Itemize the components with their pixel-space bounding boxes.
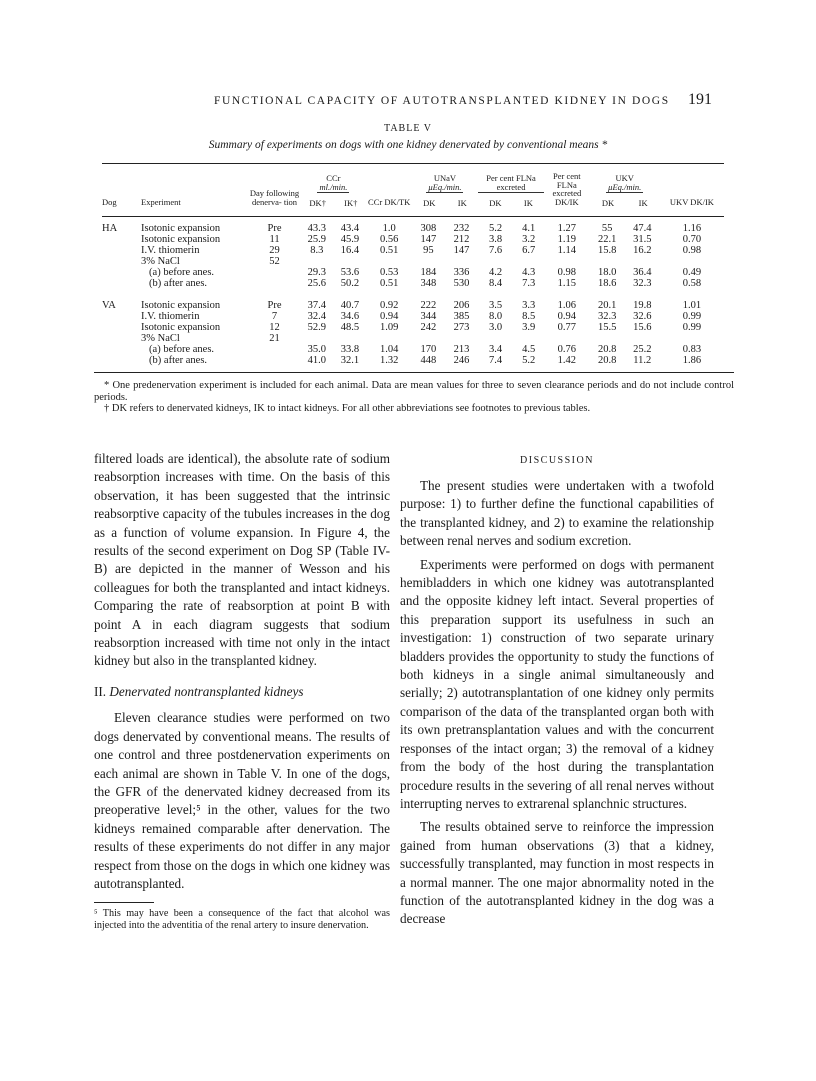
cell-k2: 32.3 xyxy=(633,278,652,289)
cell-r3: 1.86 xyxy=(682,355,702,366)
header-ccr-ratio: CCr DK/TK xyxy=(368,196,411,207)
cell-dog xyxy=(102,355,135,366)
cell-r1: 0.92 xyxy=(379,300,399,311)
cell-r3: 0.99 xyxy=(682,322,702,333)
cell-dog xyxy=(102,245,135,256)
cell-p2: 5.2 xyxy=(522,355,536,366)
cell-u1: 308 xyxy=(420,223,437,234)
cell-day: 11 xyxy=(269,234,280,245)
cell-day: 52 xyxy=(269,256,280,267)
cell-u1: 344 xyxy=(420,311,437,322)
cell-p1 xyxy=(478,333,513,344)
cell-day: 21 xyxy=(269,333,280,344)
table-row xyxy=(102,223,724,234)
cell-u2: 213 xyxy=(453,344,470,355)
table-label: TABLE V xyxy=(384,123,432,134)
cell-p2: 8.5 xyxy=(522,311,536,322)
header-ukv-unit: μEq./min. xyxy=(608,181,642,192)
summary-table xyxy=(102,166,724,366)
cell-k2: 32.6 xyxy=(633,311,652,322)
cell-exp: Isotonic expansion xyxy=(141,234,221,245)
cell-dog xyxy=(102,234,135,245)
cell-p1: 8.4 xyxy=(489,278,503,289)
cell-r1: 1.04 xyxy=(379,344,399,355)
cell-c1: 52.9 xyxy=(307,322,327,333)
cell-p2: 7.3 xyxy=(522,278,536,289)
cell-k1 xyxy=(590,333,625,344)
cell-r1: 1.32 xyxy=(379,355,399,366)
cell-c2: 34.6 xyxy=(340,311,360,322)
cell-exp: (b) after anes. xyxy=(149,278,208,289)
cell-k1: 20.8 xyxy=(597,355,617,366)
cell-k1: 20.1 xyxy=(597,300,617,311)
cell-r1 xyxy=(366,256,411,267)
cell-u1: 147 xyxy=(420,234,437,245)
header-ccr-ik: IK† xyxy=(344,198,358,208)
header-ukv-label: UKV xyxy=(615,173,634,183)
cell-k2: 36.4 xyxy=(633,267,652,278)
cell-day xyxy=(249,267,301,278)
table-header-row xyxy=(102,166,724,210)
cell-dog xyxy=(102,256,135,267)
cell-u2: 336 xyxy=(453,267,470,278)
cell-dog xyxy=(102,311,135,322)
header-ukv xyxy=(590,166,660,210)
cell-c1: 32.4 xyxy=(307,311,327,322)
table-top-rule xyxy=(102,163,724,164)
table-row xyxy=(102,300,724,311)
header-unav-ik: IK xyxy=(457,198,467,208)
cell-k2: 25.2 xyxy=(633,344,652,355)
cell-exp: Isotonic expansion xyxy=(141,300,221,311)
header-ccr-label: CCr xyxy=(326,173,341,183)
cell-r2: 1.19 xyxy=(557,234,577,245)
cell-p2: 3.9 xyxy=(522,322,536,333)
cell-p2 xyxy=(513,333,544,344)
header-experiment: Experiment xyxy=(141,196,181,207)
cell-r2: 0.76 xyxy=(557,344,577,355)
section-heading xyxy=(94,683,390,701)
cell-dog xyxy=(102,344,135,355)
cell-r3: 0.58 xyxy=(682,278,702,289)
header-ccr-unit: ml./min. xyxy=(319,181,348,192)
cell-r1: 0.94 xyxy=(379,311,399,322)
cell-c2: 33.8 xyxy=(340,344,360,355)
table-row xyxy=(102,278,724,289)
cell-c2 xyxy=(333,256,366,267)
cell-p2: 4.3 xyxy=(522,267,536,278)
header-dog: Dog xyxy=(102,196,117,207)
header-ccr-dk: DK† xyxy=(309,198,326,208)
cell-p1: 3.5 xyxy=(489,300,503,311)
cell-u1 xyxy=(412,333,445,344)
cell-dog: VA xyxy=(102,300,116,311)
cell-k1: 22.1 xyxy=(597,234,617,245)
cell-c1: 43.3 xyxy=(307,223,327,234)
right-column xyxy=(400,477,714,929)
cell-dog xyxy=(102,322,135,333)
cell-r3 xyxy=(660,333,724,344)
cell-p1 xyxy=(478,256,513,267)
cell-k2: 15.6 xyxy=(633,322,652,333)
cell-k2: 11.2 xyxy=(633,355,652,366)
cell-exp: (a) before anes. xyxy=(149,267,215,278)
table-row xyxy=(102,234,724,245)
cell-c1: 35.0 xyxy=(307,344,327,355)
cell-c1: 29.3 xyxy=(307,267,327,278)
table-row xyxy=(102,256,724,267)
cell-p2 xyxy=(513,256,544,267)
cell-r3: 1.01 xyxy=(682,300,702,311)
cell-r2: 0.94 xyxy=(557,311,577,322)
cell-exp: 3% NaCl xyxy=(141,333,180,344)
cell-c2: 32.1 xyxy=(340,355,360,366)
cell-r3: 0.98 xyxy=(682,245,702,256)
cell-day: 7 xyxy=(271,311,278,322)
header-fl-label: Per cent FLNa excreted xyxy=(478,174,544,193)
cell-day: 29 xyxy=(269,245,280,256)
footnote-5: ⁵ This may have been a consequence of the fact that alcohol was injected into the adventitia of the renal artery to insure denervation. xyxy=(94,908,390,932)
cell-p1: 3.4 xyxy=(489,344,503,355)
cell-c2: 50.2 xyxy=(340,278,360,289)
table-row xyxy=(102,311,724,322)
left-column xyxy=(94,450,390,893)
cell-k1: 18.6 xyxy=(597,278,617,289)
cell-u2: 232 xyxy=(453,223,470,234)
cell-dog xyxy=(102,333,135,344)
cell-p2: 4.5 xyxy=(522,344,536,355)
cell-k2: 47.4 xyxy=(633,223,652,234)
cell-k2 xyxy=(625,256,660,267)
header-ccr xyxy=(300,166,366,210)
header-unav-label: UNaV xyxy=(433,173,457,183)
section-number: II. xyxy=(94,683,107,699)
cell-k1 xyxy=(590,256,625,267)
cell-u1: 448 xyxy=(420,355,437,366)
cell-u1 xyxy=(412,256,445,267)
cell-u2: 206 xyxy=(453,300,470,311)
table-row xyxy=(102,333,724,344)
header-fl-dk: DK xyxy=(489,198,502,208)
footnote-rule xyxy=(94,902,154,903)
cell-k1: 18.0 xyxy=(597,267,617,278)
cell-exp: (a) before anes. xyxy=(149,344,215,355)
cell-dog: HA xyxy=(102,223,118,234)
cell-c2: 45.9 xyxy=(340,234,360,245)
cell-c2: 40.7 xyxy=(340,300,360,311)
right-paragraph-1: The present studies were undertaken with a twofold purpose: 1) to further define the functional capabilities of the transplanted kidney, and 2) to examine the relationship between renal nerves and sodium excretion. xyxy=(400,478,714,549)
section-title: Denervated nontransplanted kidneys xyxy=(109,683,304,699)
header-ukv-ik: IK xyxy=(638,198,648,208)
cell-exp: Isotonic expansion xyxy=(141,223,221,234)
cell-r3: 0.70 xyxy=(682,234,702,245)
cell-u1: 348 xyxy=(420,278,437,289)
table-row xyxy=(102,245,724,256)
table-footnotes xyxy=(94,380,734,415)
cell-c1: 25.9 xyxy=(307,234,327,245)
cell-p2: 6.7 xyxy=(522,245,536,256)
footnote-dagger: † DK refers to denervated kidneys, IK to intact kidneys. For all other abbreviations see footnotes to previous tables. xyxy=(104,403,591,414)
cell-k1: 15.5 xyxy=(597,322,617,333)
right-paragraph-3: The results obtained serve to reinforce the impression gained from human observations (3) that a kidney, successfully transplanted, may function in most respects in a normal manner. The one major abnormality noted in the function of the autotransplanted kidney in the dog was a decrease xyxy=(400,819,714,927)
cell-u2: 385 xyxy=(453,311,470,322)
cell-c1: 25.6 xyxy=(307,278,327,289)
cell-r2: 1.14 xyxy=(557,245,577,256)
cell-u1: 222 xyxy=(420,300,437,311)
cell-exp: Isotonic expansion xyxy=(141,322,221,333)
table-body xyxy=(102,216,724,366)
cell-exp: (b) after anes. xyxy=(149,355,208,366)
table-caption: Summary of experiments on dogs with one kidney denervated by conventional means * xyxy=(208,139,608,151)
cell-u2: 273 xyxy=(453,322,470,333)
cell-exp: I.V. thiomerin xyxy=(141,311,200,322)
cell-r2: 1.06 xyxy=(557,300,577,311)
cell-r1: 0.56 xyxy=(379,234,399,245)
cell-u1: 184 xyxy=(420,267,437,278)
cell-r1: 1.09 xyxy=(379,322,399,333)
cell-k1: 32.3 xyxy=(597,311,617,322)
cell-exp: 3% NaCl xyxy=(141,256,180,267)
cell-p2: 3.2 xyxy=(522,234,536,245)
cell-u2: 147 xyxy=(453,245,470,256)
cell-p1: 7.6 xyxy=(489,245,503,256)
header-ukv-dk: DK xyxy=(601,198,615,208)
cell-k2: 16.2 xyxy=(633,245,652,256)
cell-c2: 16.4 xyxy=(340,245,360,256)
cell-dog xyxy=(102,267,135,278)
cell-day: Pre xyxy=(267,300,282,311)
cell-c2: 48.5 xyxy=(340,322,360,333)
cell-k2: 19.8 xyxy=(633,300,652,311)
cell-u2: 212 xyxy=(453,234,470,245)
cell-c1 xyxy=(300,333,333,344)
cell-r2: 1.27 xyxy=(557,223,577,234)
cell-u1: 170 xyxy=(420,344,437,355)
cell-r2: 1.42 xyxy=(557,355,577,366)
table-row xyxy=(102,344,724,355)
cell-c1 xyxy=(300,256,333,267)
header-fl-ratio: Per cent FLNa excreted DK/IK xyxy=(552,171,582,207)
cell-u2 xyxy=(445,256,478,267)
cell-k2: 31.5 xyxy=(633,234,652,245)
page-number: 191 xyxy=(688,91,712,108)
table-row xyxy=(102,355,724,366)
footnote-star: * One predenervation experiment is included for each animal. Data are mean values for three to seven clearance periods and do not include control periods. xyxy=(94,380,734,403)
cell-r3: 0.99 xyxy=(682,311,702,322)
cell-r3: 0.49 xyxy=(682,267,702,278)
cell-u2 xyxy=(445,333,478,344)
cell-u1: 242 xyxy=(420,322,437,333)
cell-c2: 53.6 xyxy=(340,267,360,278)
cell-r1: 0.51 xyxy=(379,245,399,256)
cell-r1: 0.53 xyxy=(379,267,399,278)
cell-p1: 3.8 xyxy=(489,234,503,245)
cell-c1: 8.3 xyxy=(310,245,324,256)
cell-p1: 3.0 xyxy=(489,322,503,333)
left-paragraph-2: Eleven clearance studies were performed on two dogs denervated by conventional means. The results of one control and three postdenervation experiments on each animal are shown in Table V. In one of the dogs, the GFR of the denervated kidney decreased from its preoperative level;⁵ in the other, values for the two kidneys remained comparable after denervation. The results of these experiments do not differ in any major respect from those on the dogs in which one kidney was autotransplanted. xyxy=(94,710,390,891)
cell-r2: 0.98 xyxy=(557,267,577,278)
cell-p1: 7.4 xyxy=(489,355,503,366)
cell-k2 xyxy=(625,333,660,344)
cell-u2: 530 xyxy=(453,278,470,289)
cell-r2 xyxy=(544,333,589,344)
header-day: Day following denerva- tion xyxy=(249,188,300,207)
discussion-heading: DISCUSSION xyxy=(520,455,594,466)
table-row xyxy=(102,322,724,333)
cell-p1: 4.2 xyxy=(489,267,503,278)
cell-k1: 55 xyxy=(601,223,613,234)
cell-day xyxy=(249,355,301,366)
header-unav-unit: μEq./min. xyxy=(428,181,462,192)
header-fl-ik: IK xyxy=(523,198,533,208)
cell-r3 xyxy=(660,256,724,267)
cell-dog xyxy=(102,278,135,289)
cell-r1 xyxy=(366,333,411,344)
cell-r2: 0.77 xyxy=(557,322,577,333)
running-head: FUNCTIONAL CAPACITY OF AUTOTRANSPLANTED KIDNEY IN DOGS xyxy=(214,95,670,107)
cell-p1: 8.0 xyxy=(489,311,503,322)
cell-c2 xyxy=(333,333,366,344)
cell-r3: 0.83 xyxy=(682,344,702,355)
cell-p2: 3.3 xyxy=(522,300,536,311)
cell-c1: 41.0 xyxy=(307,355,327,366)
header-fl xyxy=(478,166,544,210)
cell-r2: 1.15 xyxy=(557,278,577,289)
cell-r1: 1.0 xyxy=(382,223,396,234)
cell-day xyxy=(249,344,301,355)
table-row xyxy=(102,267,724,278)
header-unav-dk: DK xyxy=(423,198,436,208)
cell-c2: 43.4 xyxy=(340,223,360,234)
left-paragraph-1: filtered loads are identical), the absolute rate of sodium reabsorption increases with time. On the basis of this observation, it has been suggested that the intrinsic reabsorptive capacity of the tubules increases in the dog as a function of volume expansion. In Figure 4, the results of the second experiment on Dog SP (Table IV-B) are depicted in the manner of Wesson and his colleagues for both the transplanted and intact kidneys. Comparing the rate of reabsorption at point B with point A in each diagram suggests that sodium reabsorption increased with time not only in the intact kidney but also in the transplanted kidney. xyxy=(94,451,390,669)
cell-day: Pre xyxy=(267,223,282,234)
cell-day: 12 xyxy=(269,322,280,333)
cell-k1: 20.8 xyxy=(597,344,617,355)
cell-u1: 95 xyxy=(423,245,434,256)
table-bottom-rule xyxy=(94,372,734,373)
cell-p2: 4.1 xyxy=(522,223,536,234)
cell-k1: 15.8 xyxy=(597,245,617,256)
right-paragraph-2: Experiments were performed on dogs with permanent hemibladders in which one kidney was autotransplanted and the opposite kidney left intact. Several properties of this preparation support its usefulness in such an investigation: 1) construction of two separate urinary bladders provides the opportunity to study the functions of both kidneys in a single animal simultaneously and serially; 2) autotransplantation of one kidney only permits comparison of the data of the transplanted organ both with its own pretransplantation values and with the concurrent responses of the intact organ; 3) the removal of a kidney from the body of the host during the transplantation procedure results in the severing of all renal nerves without interrupting nerves to extrarenal splanchnic structures. xyxy=(400,556,714,811)
header-unav xyxy=(412,166,478,210)
cell-c1: 37.4 xyxy=(307,300,327,311)
cell-u2: 246 xyxy=(453,355,470,366)
cell-r3: 1.16 xyxy=(682,223,702,234)
cell-r2 xyxy=(544,256,589,267)
cell-r1: 0.51 xyxy=(379,278,399,289)
cell-p1: 5.2 xyxy=(489,223,503,234)
header-ukv-ratio: UKV DK/IK xyxy=(669,196,714,207)
cell-exp: I.V. thiomerin xyxy=(141,245,200,256)
cell-day xyxy=(249,278,301,289)
